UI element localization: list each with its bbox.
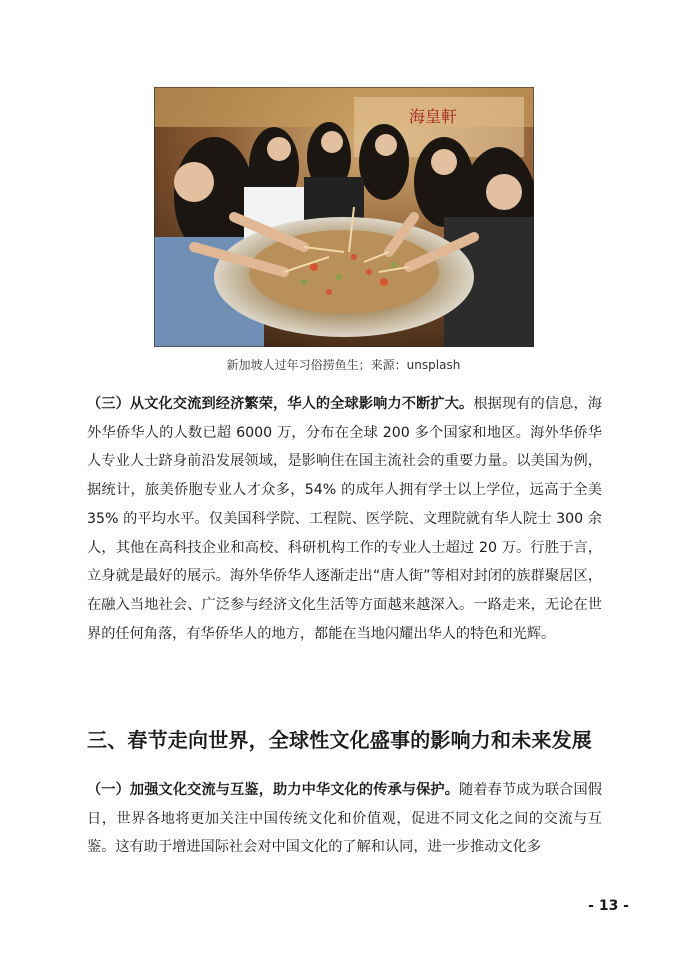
subsection-one-paragraph (87, 776, 602, 862)
subsection-one-lead: （一）加强文化交流与互鉴，助力中华文化的传承与保护。 (87, 782, 460, 798)
section-three-paragraph (87, 390, 602, 648)
chapter-heading: 三、春节走向世界，全球性文化盛事的影响力和未来发展 (87, 728, 592, 752)
section-three-lead: （三）从文化交流到经济繁荣，华人的全球影响力不断扩大。 (87, 396, 474, 412)
section-three-body: 根据现有的信息，海外华侨华人的人数已超 6000 万，分布在全球 200 多个国家和地区。海外华侨华人专业人士跻身前沿发展领域，是影响住在国主流社会的重要力量。以美国为例，据统计，旅美侨胞专业人才众多，54% 的成年人拥有学士以上学位，远高于全美 35% 的平均水平。仅美国科学院、工程院、医学院、文理院就有华人院士 300 余人，其他在高科技企业和高校、科研机构工作的专业人士超过 20 万。行胜于言，立身就是最好的展示。海外华侨华人逐渐走出“唐人街”等相对封闭的族群聚居区，在融入当地社会、广泛参与经济文化生活等方面越来越深入。一路走来，无论在世界的任何角落，有华侨华人的地方，都能在当地闪耀出华人的特色和光辉。 (87, 396, 602, 642)
photo-caption: 新加坡人过年习俗捞鱼生；来源：unsplash (226, 358, 461, 372)
restaurant-sign: 海皇軒 (409, 107, 458, 126)
subsection-one-body: 随着春节成为联合国假日，世界各地将更加关注中国传统文化和价值观，促进不同文化之间的交流与互鉴。这有助于增进国际社会对中国文化的了解和认同，进一步推动文化多 (87, 782, 602, 856)
page-number: - 13 - (588, 898, 629, 914)
lo-hei-photo (154, 87, 534, 347)
